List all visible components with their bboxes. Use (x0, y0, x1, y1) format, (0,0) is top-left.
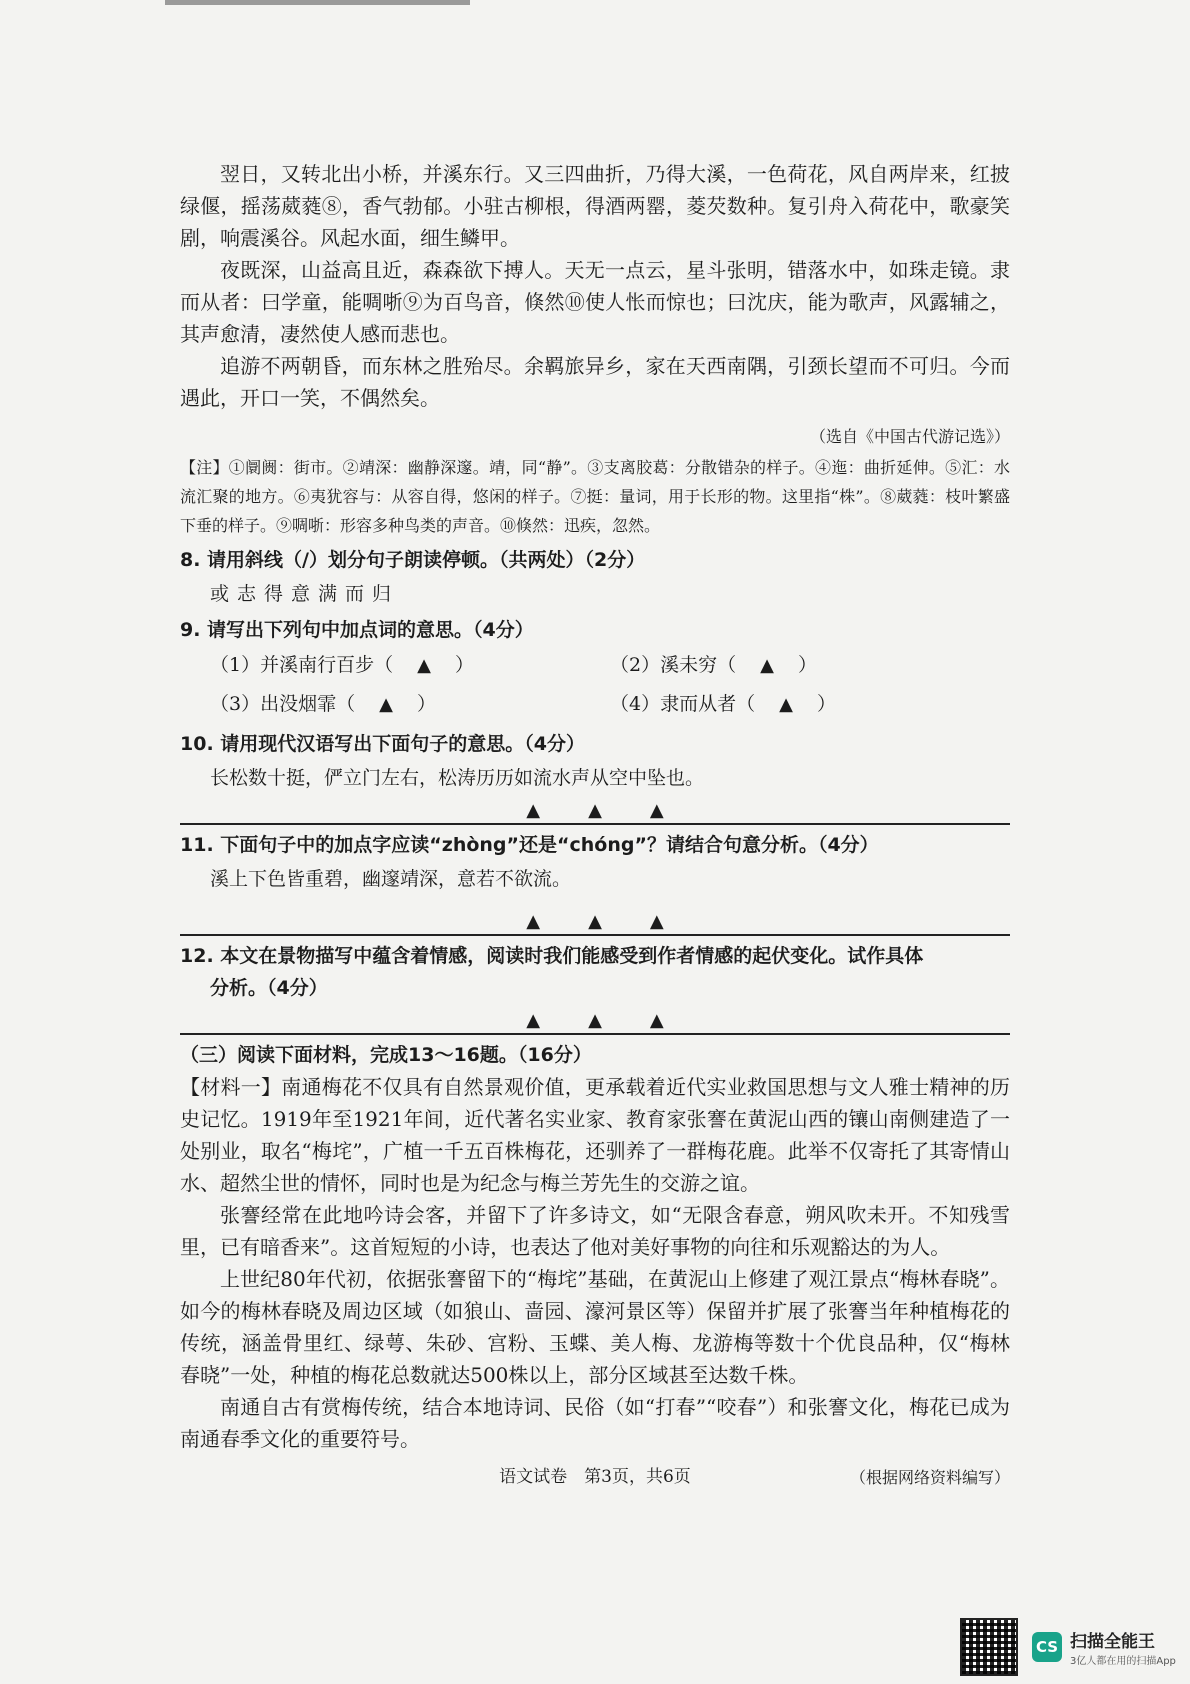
material-source: （根据网络资料编写） (849, 1468, 1010, 1487)
material-1-paragraph-3: 上世纪80年代初，依据张謇留下的“梅垞”基础，在黄泥山上修建了观江景点“梅林春晓”。如今的梅林春晓及周边区域（如狼山、啬园、濠河景区等）保留并扩展了张謇当年种植梅花的传统，涵盖骨里红、绿萼、朱砂、宫粉、玉蝶、美人梅、龙游梅等数十个优良品种，仅“梅林春晓”一处，种植的梅花总数就达500株以上，部分区域甚至达数千株。 (180, 1267, 1010, 1387)
passage-paragraph-1: 翌日，又转北出小桥，并溪东行。又三四曲折，乃得大溪，一色荷花，风自两岸来，红披绿偃，摇荡葳蕤⑧，香气勃郁。小驻古柳根，得酒两罂，菱芡数种。复引舟入荷花中，歌豪笑剧，响震溪谷。风起水面，细生鳞甲。 (180, 162, 1010, 250)
question-9-item-4: （4）隶而从者（ (610, 693, 756, 715)
question-9: 9. 请写出下列句中加点词的意思。（4分） (180, 619, 534, 641)
answer-mark: ▲ (526, 911, 541, 932)
question-12-cont: 分析。（4分） (210, 977, 328, 999)
answer-mark: ▲ (649, 800, 664, 821)
answer-line (180, 934, 1010, 936)
answer-area-10[interactable] (180, 800, 1010, 821)
answer-blank[interactable]: ▲ (379, 694, 393, 715)
passage-paragraph-3: 追游不两朝昏，而东林之胜殆尽。余羁旅异乡，家在天西南隅，引颈长望而不可归。今而遇此，开口一笑，不偶然矣。 (180, 354, 1010, 410)
question-9-item-2: （2）溪未穷（ (610, 654, 737, 676)
passage-source: （选自《中国古代游记选》） (809, 427, 1010, 446)
question-11: 11. 下面句子中的加点字应读“zhòng”还是“chóng”？请结合句意分析。（4分） (180, 834, 879, 856)
answer-blank[interactable]: ▲ (760, 655, 774, 676)
answer-line (180, 1033, 1010, 1035)
page-footer: 语文试卷 第3页，共6页 (499, 1467, 691, 1487)
answer-mark: ▲ (588, 911, 602, 932)
question-10-sentence: 长松数十挺，俨立门左右，松涛历历如流水声从空中坠也。 (210, 767, 705, 789)
close-paren: ） (416, 693, 436, 715)
question-11-sentence: 溪上下色皆重碧，幽邃靖深，意若不欲流。 (210, 868, 572, 890)
question-10: 10. 请用现代汉语写出下面句子的意思。（4分） (180, 733, 585, 755)
material-1-paragraph-1: 【材料一】南通梅花不仅具有自然景观价值，更承载着近代实业救国思想与文人雅士精神的历史记忆。1919年至1921年间，近代著名实业家、教育家张謇在黄泥山西的镶山南侧建造了一处别业，取名“梅垞”，广植一千五百株梅花，还驯养了一群梅花鹿。此举不仅寄托了其寄情山水、超然尘世的情怀，同时也是为纪念与梅兰芳先生的交游之谊。 (180, 1075, 1010, 1195)
question-8-sentence: 或志得意满而归 (210, 583, 400, 605)
question-9-row-1 (210, 646, 1010, 685)
answer-blank[interactable]: ▲ (417, 655, 431, 676)
answer-area-11[interactable] (180, 911, 1010, 932)
passage-paragraph-2: 夜既深，山益高且近，森森欲下搏人。天无一点云，星斗张明，错落水中，如珠走镜。隶而从者：曰学童，能啁哳⑨为百鸟音，倏然⑩使人怅而惊也；曰沈庆，能为歌声，风露辅之，其声愈清，凄然使人感而悲也。 (180, 258, 1010, 346)
answer-line (180, 823, 1010, 825)
question-9-item-1: （1）并溪南行百步（ (210, 654, 394, 676)
question-9-row-2 (210, 685, 1010, 724)
answer-mark: ▲ (588, 1010, 602, 1031)
question-12: 12. 本文在景物描写中蕴含着情感，阅读时我们能感受到作者情感的起伏变化。试作具体 (180, 945, 924, 967)
scanner-name: 扫描全能王 (1070, 1632, 1155, 1652)
close-paren: ） (816, 693, 836, 715)
answer-mark: ▲ (526, 800, 541, 821)
answer-mark: ▲ (649, 911, 664, 932)
camscanner-logo-icon: CS (1032, 1632, 1062, 1662)
scanner-watermark (960, 1618, 1176, 1676)
material-1-paragraph-2: 张謇经常在此地吟诗会客，并留下了许多诗文，如“无限含春意，朔风吹未开。不知残雪里，已有暗香来”。这首短短的小诗，也表达了他对美好事物的向往和乐观豁达的为人。 (180, 1203, 1010, 1259)
answer-blank[interactable]: ▲ (779, 694, 793, 715)
qr-code-icon (960, 1618, 1018, 1676)
section-3-heading: （三）阅读下面材料，完成13～16题。（16分） (180, 1044, 592, 1066)
answer-mark: ▲ (526, 1010, 541, 1031)
material-1-paragraph-4: 南通自古有赏梅传统，结合本地诗词、民俗（如“打春”“咬春”）和张謇文化，梅花已成为南通春季文化的重要符号。 (180, 1395, 1010, 1451)
exam-page (180, 158, 1010, 1494)
answer-area-12[interactable] (180, 1010, 1010, 1031)
question-9-item-3: （3）出没烟霏（ (210, 693, 356, 715)
question-8: 8. 请用斜线（/）划分句子朗读停顿。（共两处）（2分） (180, 549, 646, 571)
scan-edge-bar (165, 0, 470, 5)
passage-notes: 【注】①阛阓：街市。②靖深：幽静深邃。靖，同“静”。③支离胶葛：分散错杂的样子。④迤：曲折延伸。⑤汇：水流汇聚的地方。⑥夷犹容与：从容自得，悠闲的样子。⑦挺：量词，用于长形的物。这里指“株”。⑧葳蕤：枝叶繁盛下垂的样子。⑨啁哳：形容多种鸟类的声音。⑩倏然：迅疾，忽然。 (180, 458, 1010, 535)
answer-mark: ▲ (588, 800, 602, 821)
scanner-text (1070, 1627, 1176, 1667)
close-paren: ） (797, 654, 817, 676)
close-paren: ） (454, 654, 474, 676)
answer-mark: ▲ (649, 1010, 664, 1031)
scanner-slogan: 3亿人都在用的扫描App (1070, 1656, 1176, 1667)
